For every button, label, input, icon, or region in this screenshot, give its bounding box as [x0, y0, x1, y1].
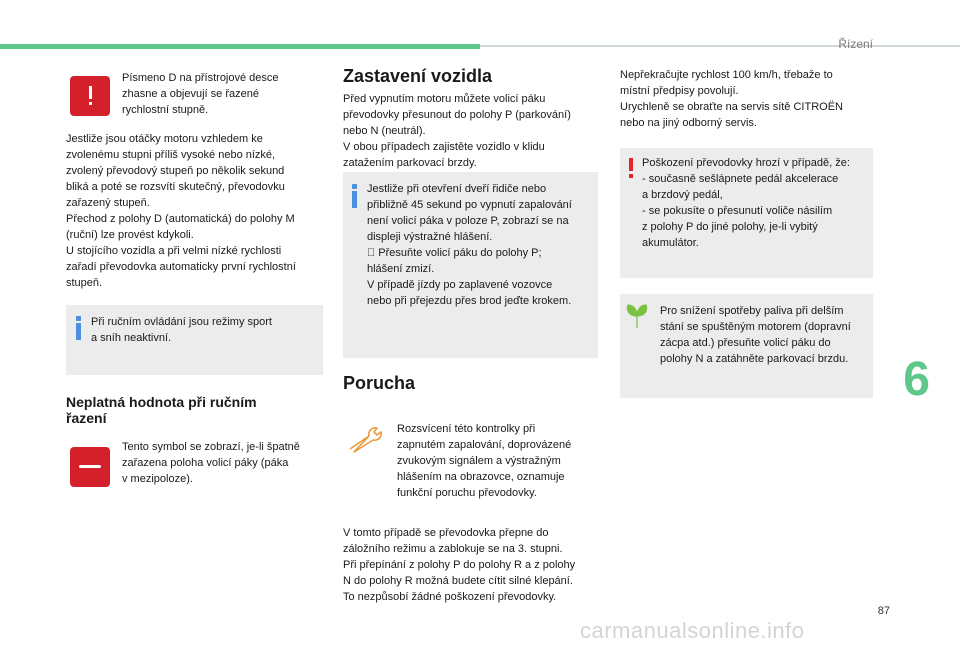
page-number: 87	[877, 605, 890, 617]
top-accent-bar	[0, 44, 480, 49]
info-icon	[350, 184, 360, 208]
col1-paragraph-1: Písmeno D na přístrojové desce zhasne a objevují se řazené rychlostní stupně.	[122, 72, 279, 116]
col3-eco-text: Pro snížení spotřeby paliva při delším stání se spuštěným motorem (dopravní zácpa atd.) přesuňte volicí páku do polohy N a zatáhněte parkovací brzdu.	[660, 305, 851, 365]
section-title: Řízení	[838, 37, 873, 51]
eco-leaf-icon	[624, 302, 650, 330]
col2-info-text: Jestliže při otevření dveří řidiče nebo přibližně 45 sekund po vypnutí zapalování není volicí páka v poloze P, zobrazí se na displeji výstražné hlášení. Přesuňte volicí páku do polohy P; hlášení zmizí. V případě jízdy po zaplavené vozovce nebo při přejezdu přes brod jeďte krokem.	[367, 183, 572, 307]
chapter-number: 6	[903, 353, 930, 406]
col2-paragraph-1: Před vypnutím motoru můžete volicí páku převodovky přesunout do polohy P (parkování) nebo N (neutrál). V obou případech zajistěte vozidlo v klidu zatažením parkovací brzdy.	[343, 93, 571, 169]
col2-heading: Zastavení vozidla	[343, 66, 493, 86]
col1-paragraph-2: Jestliže jsou otáčky motoru vzhledem ke zvolenému stupni příliš vysoké nebo nízké, zvolený převodový stupeň po několik sekund bliká a poté se rozsvítí skutečný, převodovku zařazený stupeň. Přechod z polohy D (automatická) do polohy M (ruční) lze provést kdykoli. U stojícího vozidla a při velmi nízké rychlosti zařadí převodovka automaticky první rychlostní stupeň.	[66, 133, 296, 289]
col2-paragraph-3: V tomto případě se převodovka přepne do záložního režimu a zablokuje se na 3. stupni. Při přepínání z polohy P do polohy R a z polohy N do polohy R možná budete cítit silné klepání. To nezpůsobí žádné poškození převodovky.	[343, 527, 576, 603]
col1-info-text: Při ručním ovládání jsou režimy sport a sníh neaktivní.	[91, 316, 272, 344]
col3-paragraph-1: Nepřekračujte rychlost 100 km/h, třebaže to místní předpisy povolují. Urychleně se obraťte na servis sítě CITROËN nebo na jiný odborný servis.	[620, 69, 843, 129]
dash-warning-icon	[70, 447, 110, 487]
top-divider	[480, 45, 960, 47]
col1-heading: Neplatná hodnota při ručním řazení	[66, 394, 257, 426]
watermark: carmanualsonline.info	[580, 618, 805, 643]
col3-warning-text: Poškození převodovky hrozí v případě, že: - současně sešlápnete pedál akcelerace a brzdový pedál, - se pokusíte o přesunutí voliče násilím z polohy P do jiné polohy, je-li vybitý akumulátor.	[642, 157, 850, 249]
exclamation-icon	[627, 158, 635, 178]
col2-paragraph-2: Rozsvícení této kontrolky při zapnutém zapalování, doprovázené zvukovým signálem a výstražným hlášením na obrazovce, oznamuje funkční poruchu převodovky.	[397, 423, 572, 499]
wrench-icon	[347, 425, 387, 455]
warning-light-icon	[70, 76, 110, 116]
col2-heading-2: Porucha	[343, 373, 416, 393]
info-icon	[74, 316, 84, 340]
col1-paragraph-3: Tento symbol se zobrazí, je-li špatně zařazena poloha volicí páky (páka v mezipoloze).	[122, 441, 300, 485]
